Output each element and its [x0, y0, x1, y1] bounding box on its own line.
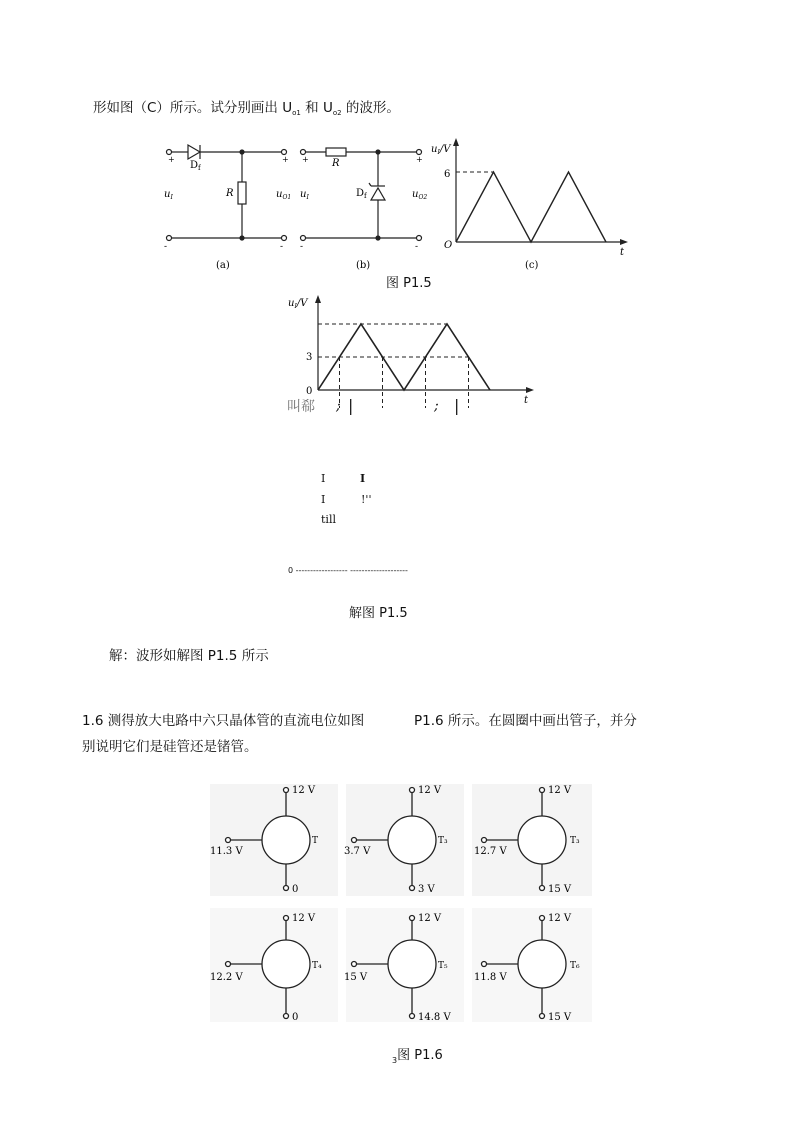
sol-xlabel: t: [524, 395, 529, 406]
chart-c-ylabel: $u_I/V$: [431, 144, 451, 156]
t2-bottom: 3 V: [418, 884, 435, 895]
chart-c-ytick-6: 6: [444, 169, 451, 180]
figure-p1-6: [200, 780, 610, 1030]
intro-sub2: o2: [332, 109, 342, 117]
b-plus-in: +: [302, 155, 309, 164]
t5-left: 15 V: [344, 972, 368, 983]
q16-line2: 别说明它们是硅管还是锗管。: [82, 739, 258, 755]
t5-bottom: 14.8 V: [418, 1012, 451, 1023]
sol-mark-2: |: [348, 396, 354, 415]
sol-y-arrow: [315, 295, 321, 303]
sol-mark-3: ;: [434, 398, 439, 414]
t6-label: T₆: [570, 961, 580, 971]
b-plus-out: +: [416, 155, 423, 164]
fig16-prefix: 3: [392, 1056, 398, 1065]
b-minus-in: -: [300, 242, 304, 252]
sol-zero-line: 0 ------------------ --------------------: [288, 566, 408, 575]
figure-p1-6-caption: [392, 1044, 443, 1065]
chart-c: [431, 138, 628, 271]
b-input-label: $u_I$: [300, 189, 309, 201]
chart-c-y-arrow: [453, 138, 459, 146]
t3-left: 12.7 V: [474, 846, 507, 857]
t4-label: T₄: [312, 961, 322, 971]
t6-bottom: 15 V: [548, 1012, 572, 1023]
intro-line: [93, 96, 400, 117]
sol-ytick-3: 3: [306, 352, 313, 363]
figure-p1-5-caption: 图 P1.5: [386, 276, 432, 291]
t1-bottom: 0: [292, 884, 299, 895]
t5-top: 12 V: [418, 913, 442, 924]
b-caption: (b): [356, 260, 371, 271]
t4-left: 12.2 V: [210, 972, 243, 983]
intro-text-c: 的波形。: [341, 100, 400, 116]
sol-line-1a: I: [321, 472, 326, 485]
a-output-label: $u_{O1}$: [276, 189, 292, 201]
q16-line1a: 1.6 测得放大电路中六只晶体管的直流电位如图: [82, 713, 365, 729]
chart-c-wave: [456, 172, 606, 242]
sol-garbled-text: [287, 396, 315, 416]
a-minus-out: -: [280, 242, 284, 252]
a-diode-label: $D_f$: [190, 160, 201, 172]
b-resistor-label: R: [332, 158, 340, 169]
a-caption: (a): [216, 260, 230, 271]
t3-bottom: 15 V: [548, 884, 572, 895]
sol-ylabel: $u_I/V$: [288, 298, 308, 310]
chart-c-origin: O: [444, 240, 453, 251]
sol-line-3: till: [321, 513, 336, 526]
a-input-label: $u_I$: [164, 189, 173, 201]
b-diode-label: $D_f$: [356, 188, 367, 200]
sol-mark-1: ;: [336, 398, 341, 414]
sol-line-2: I: [321, 493, 326, 506]
answer-text: 解：波形如解图 P1.5 所示: [109, 648, 269, 664]
q16-line1b: P1.6 所示。在圆圈中画出管子，并分: [414, 713, 637, 729]
sol-garbled: 叫郗: [287, 399, 315, 415]
t3-label: T₃: [570, 836, 580, 846]
chart-c-x-arrow: [620, 239, 628, 245]
t4-bottom: 0: [292, 1012, 299, 1023]
sol-line-2-b: !'': [361, 493, 372, 506]
sol-ytick-0: 0: [306, 386, 313, 397]
t6-top: 12 V: [548, 913, 572, 924]
t3-top: 12 V: [548, 785, 572, 796]
t2-label: T₃: [438, 836, 448, 846]
sol-caption: 解图 P1.5: [349, 606, 408, 621]
b-minus-out: -: [415, 242, 419, 252]
sol-mark-4: |: [454, 396, 460, 415]
b-output-label: $u_{O2}$: [412, 189, 428, 201]
t5-label: T₅: [438, 961, 448, 971]
t2-left: 3.7 V: [344, 846, 371, 857]
t1-top: 12 V: [292, 785, 316, 796]
sol-line-1-b: I: [360, 472, 366, 485]
t4-top: 12 V: [292, 913, 316, 924]
t2-top: 12 V: [418, 785, 442, 796]
sol-x-arrow: [526, 387, 534, 393]
t1-label: T: [312, 836, 319, 846]
chart-c-xlabel: t: [620, 247, 625, 258]
a-minus-in: -: [164, 242, 168, 252]
intro-text-a: 形如图（C）所示。试分别画出 U: [93, 100, 293, 116]
a-plus-in: +: [168, 155, 175, 164]
solution-figure: [280, 290, 550, 420]
sol-vertical-dashlines: [340, 357, 469, 408]
intro-text-b: 和 U: [300, 100, 333, 116]
intro-sub1: o1: [292, 109, 301, 117]
a-resistor-label: R: [226, 188, 234, 199]
figure-p1-5: [160, 130, 640, 280]
sol-line-1: [321, 472, 325, 485]
t6-left: 11.8 V: [474, 972, 507, 983]
fig16-caption-text: 图 P1.6: [397, 1048, 443, 1063]
a-plus-out: +: [282, 155, 289, 164]
c-caption: (c): [525, 260, 539, 271]
t1-left: 11.3 V: [210, 846, 243, 857]
